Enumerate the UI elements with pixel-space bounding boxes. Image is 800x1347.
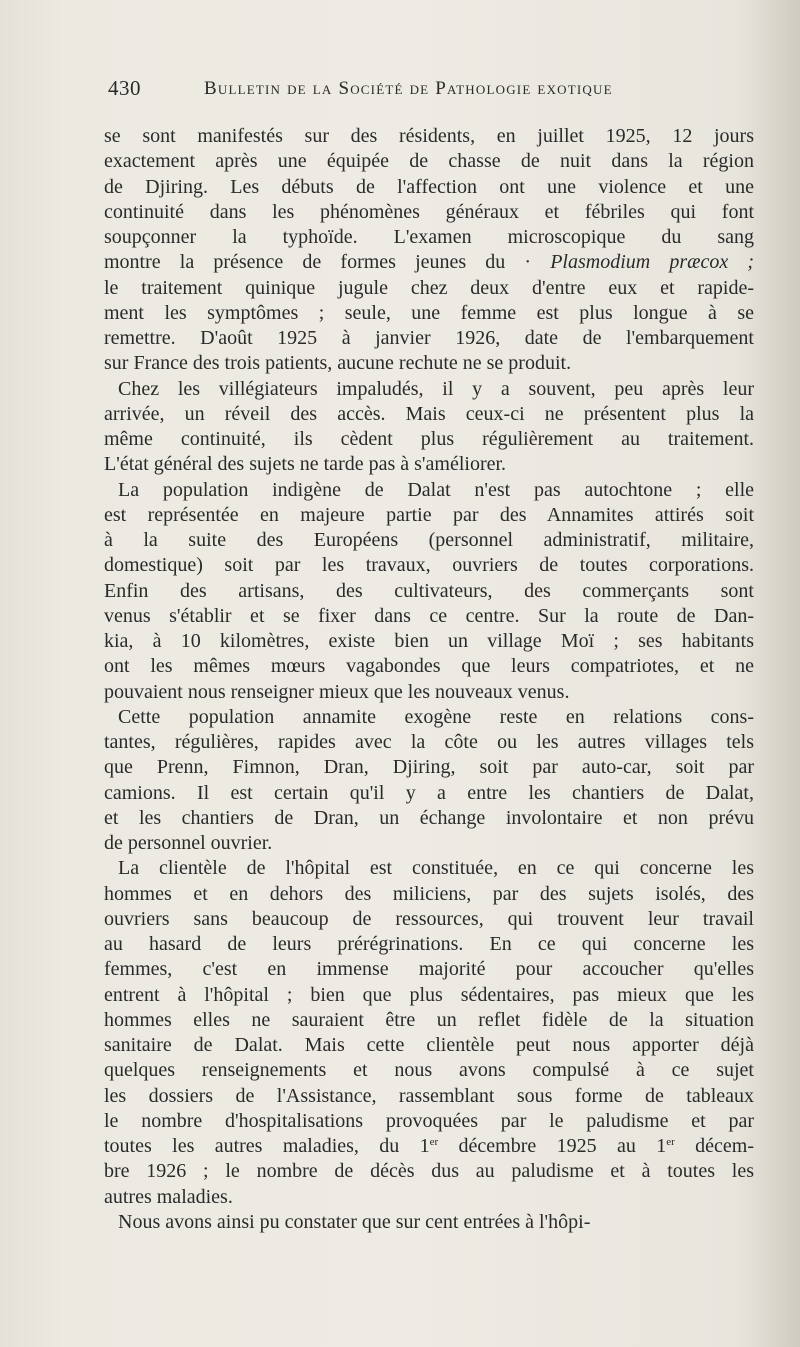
text-line: de personnel ouvrier. — [104, 832, 273, 854]
text-line: femmes, c'est en immense majorité pour accoucher qu'elles — [104, 958, 754, 981]
running-title: Bulletin de la Société de Pathologie exotique — [204, 78, 613, 99]
text-line: ment les symptômes ; seule, une femme est plus longue à se — [104, 301, 754, 324]
text-line: Chez les villégiateurs impaludés, il y a souvent, peu après leur — [118, 377, 754, 400]
text-line: le traitement quinique jugule chez deux d'entre eux et rapide- — [104, 276, 754, 299]
text-line: L'état général des sujets ne tarde pas à s'améliorer. — [104, 453, 507, 476]
text-line: tantes, régulières, rapides avec la côte ou les autres villages tels — [104, 731, 754, 753]
text-line: que Prenn, Fimnon, Dran, Djiring, soit par auto-car, soit par — [104, 756, 754, 779]
text-line: camions. Il est certain qu'il y a entre les chantiers de Dalat, — [104, 781, 754, 804]
text-line: pouvaient nous renseigner mieux que les nouveaux venus. — [104, 680, 570, 703]
text-line: entrent à l'hôpital ; bien que plus sédentaires, pas mieux que les — [104, 983, 754, 1006]
text-line: Cette population annamite exogène reste en relations cons- — [118, 705, 754, 728]
text-line: est représentée en majeure partie par des Annamites attirés soit — [104, 503, 754, 526]
text-line: continuité dans les phénomènes généraux et fébriles qui font — [104, 200, 754, 223]
text-line: toutes les autres maladies, du 1er décembre 1925 au 1er décem- — [104, 1135, 754, 1157]
text-line: kia, à 10 kilomètres, existe bien un village Moï ; ses habitants — [104, 630, 754, 652]
text-line: les dossiers de l'Assistance, rassemblant sous forme de tableaux — [104, 1084, 754, 1107]
text-line: même continuité, ils cèdent plus régulièrement au traitement. — [104, 428, 754, 450]
text-line: et les chantiers de Dran, un échange involontaire et non prévu — [104, 806, 754, 829]
text-line: exactement après une équipée de chasse de nuit dans la région — [104, 150, 754, 173]
text-line: sanitaire de Dalat. Mais cette clientèle peut nous apporter déjà — [104, 1034, 754, 1056]
text-line: venus s'établir et se fixer dans ce centre. Sur la route de Dan- — [104, 604, 754, 627]
text-line: ont les mêmes mœurs vagabondes que leurs compatriotes, et ne — [104, 655, 754, 678]
text-line: de Djiring. Les débuts de l'affection ont une violence et une — [104, 175, 754, 198]
text-line: remettre. D'août 1925 à janvier 1926, date de l'embarquement — [104, 327, 754, 349]
text-line: La population indigène de Dalat n'est pas autochtone ; elle — [118, 478, 754, 501]
page-header — [108, 76, 668, 104]
text-line: Nous avons ainsi pu constater que sur cent entrées à l'hôpi- — [118, 1210, 591, 1233]
text-line: sur France des trois patients, aucune rechute ne se produit. — [104, 352, 572, 375]
text-line: domestique) soit par les travaux, ouvriers de toutes corporations. — [104, 554, 754, 577]
text-line: soupçonner la typhoïde. L'examen microscopique du sang — [104, 226, 754, 248]
text-line: le nombre d'hospitalisations provoquées par le paludisme et par — [104, 1109, 754, 1132]
text-line: bre 1926 ; le nombre de décès dus au paludisme et à toutes les — [104, 1160, 754, 1183]
text-line: hommes et en dehors des miliciens, par des sujets isolés, des — [104, 882, 754, 905]
text-line: La clientèle de l'hôpital est constituée, en ce qui concerne les — [118, 857, 754, 880]
text-line: quelques renseignements et nous avons compulsé à ce sujet — [104, 1059, 754, 1082]
text-line: à la suite des Européens (personnel administratif, militaire, — [104, 529, 754, 551]
text-line: autres maladies. — [104, 1185, 233, 1208]
text-line: arrivée, un réveil des accès. Mais ceux-ci ne présentent plus la — [104, 402, 754, 425]
text-line: Enfin des artisans, des cultivateurs, des commerçants sont — [104, 579, 754, 602]
body-text — [104, 124, 754, 1235]
text-line: au hasard de leurs prérégrinations. En ce qui concerne les — [104, 933, 754, 955]
text-line: ouvriers sans beaucoup de ressources, qui trouvent leur travail — [104, 907, 754, 930]
text-line: se sont manifestés sur des résidents, en juillet 1925, 12 jours — [104, 125, 754, 147]
page-number: 430 — [108, 76, 141, 100]
text-line: montre la présence de formes jeunes du · Plasmodium præcox ; — [104, 251, 754, 274]
text-line: hommes elles ne sauraient être un reflet fidèle de la situation — [104, 1008, 754, 1031]
